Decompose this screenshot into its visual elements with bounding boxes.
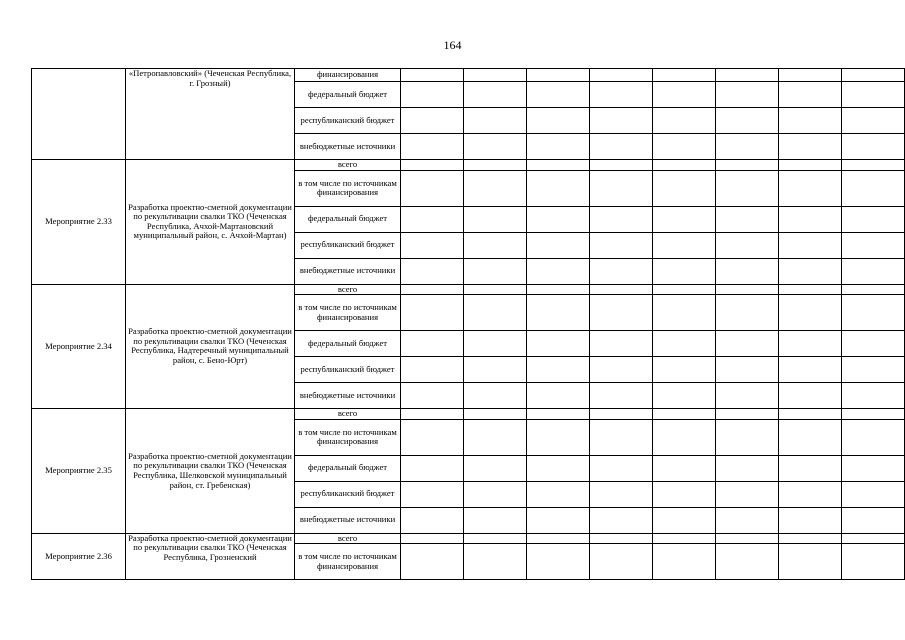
value-cell: [842, 134, 905, 160]
value-cell: [779, 108, 842, 134]
value-cell: [401, 108, 464, 134]
value-cell: [653, 108, 716, 134]
measure-description-cell: Разработка проектно-сметной документации по рекультивации свалки ТКО (Чеченская Республика, Надтеречный муниципальный район, с. Бено-Юрт): [126, 284, 295, 409]
value-cell: [401, 69, 464, 82]
value-cell: [401, 409, 464, 420]
value-cell: [464, 507, 527, 533]
source-cell: внебюджетные источники: [295, 383, 401, 409]
value-cell: [527, 383, 590, 409]
value-cell: [527, 507, 590, 533]
value-cell: [716, 544, 779, 580]
value-cell: [842, 409, 905, 420]
value-cell: [842, 481, 905, 507]
table-row: [32, 409, 905, 420]
measure-description-cell: «Петропавловский» (Чеченская Республика, г. Грозный): [126, 69, 295, 160]
value-cell: [842, 258, 905, 284]
value-cell: [716, 357, 779, 383]
source-cell: всего: [295, 533, 401, 544]
value-cell: [842, 357, 905, 383]
value-cell: [716, 419, 779, 455]
value-cell: [716, 533, 779, 544]
value-cell: [464, 481, 527, 507]
value-cell: [716, 284, 779, 295]
measure-label-cell: Мероприятие 2.34: [32, 284, 126, 409]
value-cell: [401, 284, 464, 295]
value-cell: [401, 533, 464, 544]
value-cell: [716, 409, 779, 420]
value-cell: [779, 295, 842, 331]
value-cell: [464, 82, 527, 108]
value-cell: [464, 409, 527, 420]
value-cell: [464, 232, 527, 258]
value-cell: [590, 507, 653, 533]
value-cell: [779, 134, 842, 160]
source-cell: всего: [295, 160, 401, 171]
value-cell: [716, 134, 779, 160]
value-cell: [464, 295, 527, 331]
value-cell: [527, 331, 590, 357]
value-cell: [590, 409, 653, 420]
measure-description-cell: Разработка проектно-сметной документации по рекультивации свалки ТКО (Чеченская Республика, Грозненский: [126, 533, 295, 580]
value-cell: [401, 507, 464, 533]
value-cell: [779, 357, 842, 383]
value-cell: [590, 108, 653, 134]
value-cell: [401, 481, 464, 507]
value-cell: [590, 419, 653, 455]
value-cell: [464, 258, 527, 284]
value-cell: [653, 383, 716, 409]
value-cell: [842, 160, 905, 171]
source-cell: федеральный бюджет: [295, 455, 401, 481]
source-cell: всего: [295, 284, 401, 295]
value-cell: [653, 170, 716, 206]
value-cell: [401, 419, 464, 455]
value-cell: [653, 331, 716, 357]
value-cell: [401, 357, 464, 383]
value-cell: [653, 258, 716, 284]
value-cell: [716, 331, 779, 357]
value-cell: [401, 160, 464, 171]
value-cell: [716, 258, 779, 284]
value-cell: [653, 533, 716, 544]
value-cell: [464, 160, 527, 171]
value-cell: [527, 419, 590, 455]
value-cell: [779, 258, 842, 284]
value-cell: [653, 544, 716, 580]
value-cell: [464, 134, 527, 160]
value-cell: [527, 409, 590, 420]
value-cell: [779, 507, 842, 533]
source-cell: федеральный бюджет: [295, 206, 401, 232]
value-cell: [653, 419, 716, 455]
value-cell: [590, 258, 653, 284]
value-cell: [527, 82, 590, 108]
value-cell: [401, 206, 464, 232]
value-cell: [842, 419, 905, 455]
source-cell: в том числе по источникам финансирования: [295, 544, 401, 580]
value-cell: [716, 69, 779, 82]
value-cell: [653, 82, 716, 108]
source-cell: в том числе по источникам финансирования: [295, 419, 401, 455]
value-cell: [590, 357, 653, 383]
value-cell: [653, 160, 716, 171]
value-cell: [464, 69, 527, 82]
source-cell: республиканский бюджет: [295, 108, 401, 134]
value-cell: [653, 295, 716, 331]
value-cell: [842, 507, 905, 533]
value-cell: [464, 533, 527, 544]
value-cell: [716, 232, 779, 258]
source-cell: республиканский бюджет: [295, 232, 401, 258]
value-cell: [653, 134, 716, 160]
value-cell: [590, 544, 653, 580]
value-cell: [464, 170, 527, 206]
value-cell: [401, 455, 464, 481]
value-cell: [590, 331, 653, 357]
value-cell: [779, 481, 842, 507]
measure-description-cell: Разработка проектно-сметной документации по рекультивации свалки ТКО (Чеченская Республика, Шелковской муниципальный район, ст. Гребенская): [126, 409, 295, 534]
table-row: [32, 160, 905, 171]
value-cell: [527, 295, 590, 331]
value-cell: [401, 331, 464, 357]
value-cell: [401, 295, 464, 331]
value-cell: [716, 295, 779, 331]
value-cell: [527, 455, 590, 481]
value-cell: [716, 507, 779, 533]
value-cell: [590, 533, 653, 544]
value-cell: [464, 108, 527, 134]
measure-label-cell: Мероприятие 2.35: [32, 409, 126, 534]
value-cell: [842, 455, 905, 481]
value-cell: [401, 170, 464, 206]
value-cell: [464, 383, 527, 409]
value-cell: [464, 331, 527, 357]
value-cell: [779, 544, 842, 580]
value-cell: [527, 134, 590, 160]
value-cell: [527, 160, 590, 171]
value-cell: [527, 258, 590, 284]
source-cell: в том числе по источникам финансирования: [295, 170, 401, 206]
value-cell: [779, 206, 842, 232]
value-cell: [653, 232, 716, 258]
value-cell: [842, 82, 905, 108]
value-cell: [527, 170, 590, 206]
value-cell: [779, 383, 842, 409]
value-cell: [842, 206, 905, 232]
value-cell: [590, 160, 653, 171]
value-cell: [653, 507, 716, 533]
source-cell: республиканский бюджет: [295, 481, 401, 507]
table-row: [32, 69, 905, 82]
value-cell: [842, 331, 905, 357]
value-cell: [653, 481, 716, 507]
value-cell: [779, 160, 842, 171]
value-cell: [653, 455, 716, 481]
value-cell: [653, 357, 716, 383]
value-cell: [716, 455, 779, 481]
value-cell: [842, 69, 905, 82]
value-cell: [842, 284, 905, 295]
value-cell: [401, 258, 464, 284]
value-cell: [779, 533, 842, 544]
measure-description-cell: Разработка проектно-сметной документации по рекультивации свалки ТКО (Чеченская Республика, Ачхой-Мартановский муниципальный район, с. Ачхой-Мартан): [126, 160, 295, 285]
value-cell: [401, 544, 464, 580]
value-cell: [464, 455, 527, 481]
table-row: [32, 284, 905, 295]
value-cell: [590, 295, 653, 331]
value-cell: [716, 160, 779, 171]
value-cell: [464, 357, 527, 383]
value-cell: [527, 206, 590, 232]
value-cell: [590, 82, 653, 108]
value-cell: [590, 170, 653, 206]
value-cell: [653, 206, 716, 232]
value-cell: [842, 108, 905, 134]
value-cell: [842, 533, 905, 544]
value-cell: [590, 134, 653, 160]
value-cell: [464, 544, 527, 580]
value-cell: [527, 533, 590, 544]
value-cell: [779, 170, 842, 206]
value-cell: [590, 383, 653, 409]
value-cell: [716, 108, 779, 134]
value-cell: [527, 544, 590, 580]
value-cell: [590, 232, 653, 258]
value-cell: [527, 357, 590, 383]
value-cell: [590, 481, 653, 507]
financing-table: [31, 68, 905, 580]
value-cell: [779, 419, 842, 455]
value-cell: [590, 284, 653, 295]
source-cell: внебюджетные источники: [295, 507, 401, 533]
value-cell: [527, 284, 590, 295]
value-cell: [842, 383, 905, 409]
value-cell: [653, 284, 716, 295]
source-cell: всего: [295, 409, 401, 420]
value-cell: [842, 170, 905, 206]
table-row: [32, 533, 905, 544]
measure-label-cell: Мероприятие 2.33: [32, 160, 126, 285]
value-cell: [527, 232, 590, 258]
value-cell: [464, 419, 527, 455]
value-cell: [527, 481, 590, 507]
value-cell: [842, 295, 905, 331]
page-number: 164: [443, 38, 462, 52]
source-cell: федеральный бюджет: [295, 331, 401, 357]
value-cell: [653, 409, 716, 420]
value-cell: [716, 481, 779, 507]
source-cell: в том числе по источникам финансирования: [295, 295, 401, 331]
value-cell: [842, 232, 905, 258]
value-cell: [401, 232, 464, 258]
value-cell: [779, 331, 842, 357]
value-cell: [401, 383, 464, 409]
value-cell: [779, 409, 842, 420]
value-cell: [716, 206, 779, 232]
value-cell: [590, 455, 653, 481]
value-cell: [779, 82, 842, 108]
value-cell: [716, 82, 779, 108]
value-cell: [653, 69, 716, 82]
value-cell: [464, 284, 527, 295]
source-cell: республиканский бюджет: [295, 357, 401, 383]
value-cell: [779, 69, 842, 82]
value-cell: [842, 544, 905, 580]
value-cell: [779, 284, 842, 295]
value-cell: [590, 69, 653, 82]
value-cell: [779, 455, 842, 481]
source-cell: финансирования: [295, 69, 401, 82]
value-cell: [527, 69, 590, 82]
measure-label-cell: Мероприятие 2.36: [32, 533, 126, 580]
value-cell: [590, 206, 653, 232]
measure-label-cell: [32, 69, 126, 160]
value-cell: [401, 82, 464, 108]
value-cell: [716, 383, 779, 409]
value-cell: [401, 134, 464, 160]
value-cell: [464, 206, 527, 232]
value-cell: [779, 232, 842, 258]
source-cell: федеральный бюджет: [295, 82, 401, 108]
source-cell: внебюджетные источники: [295, 134, 401, 160]
value-cell: [527, 108, 590, 134]
source-cell: внебюджетные источники: [295, 258, 401, 284]
value-cell: [716, 170, 779, 206]
